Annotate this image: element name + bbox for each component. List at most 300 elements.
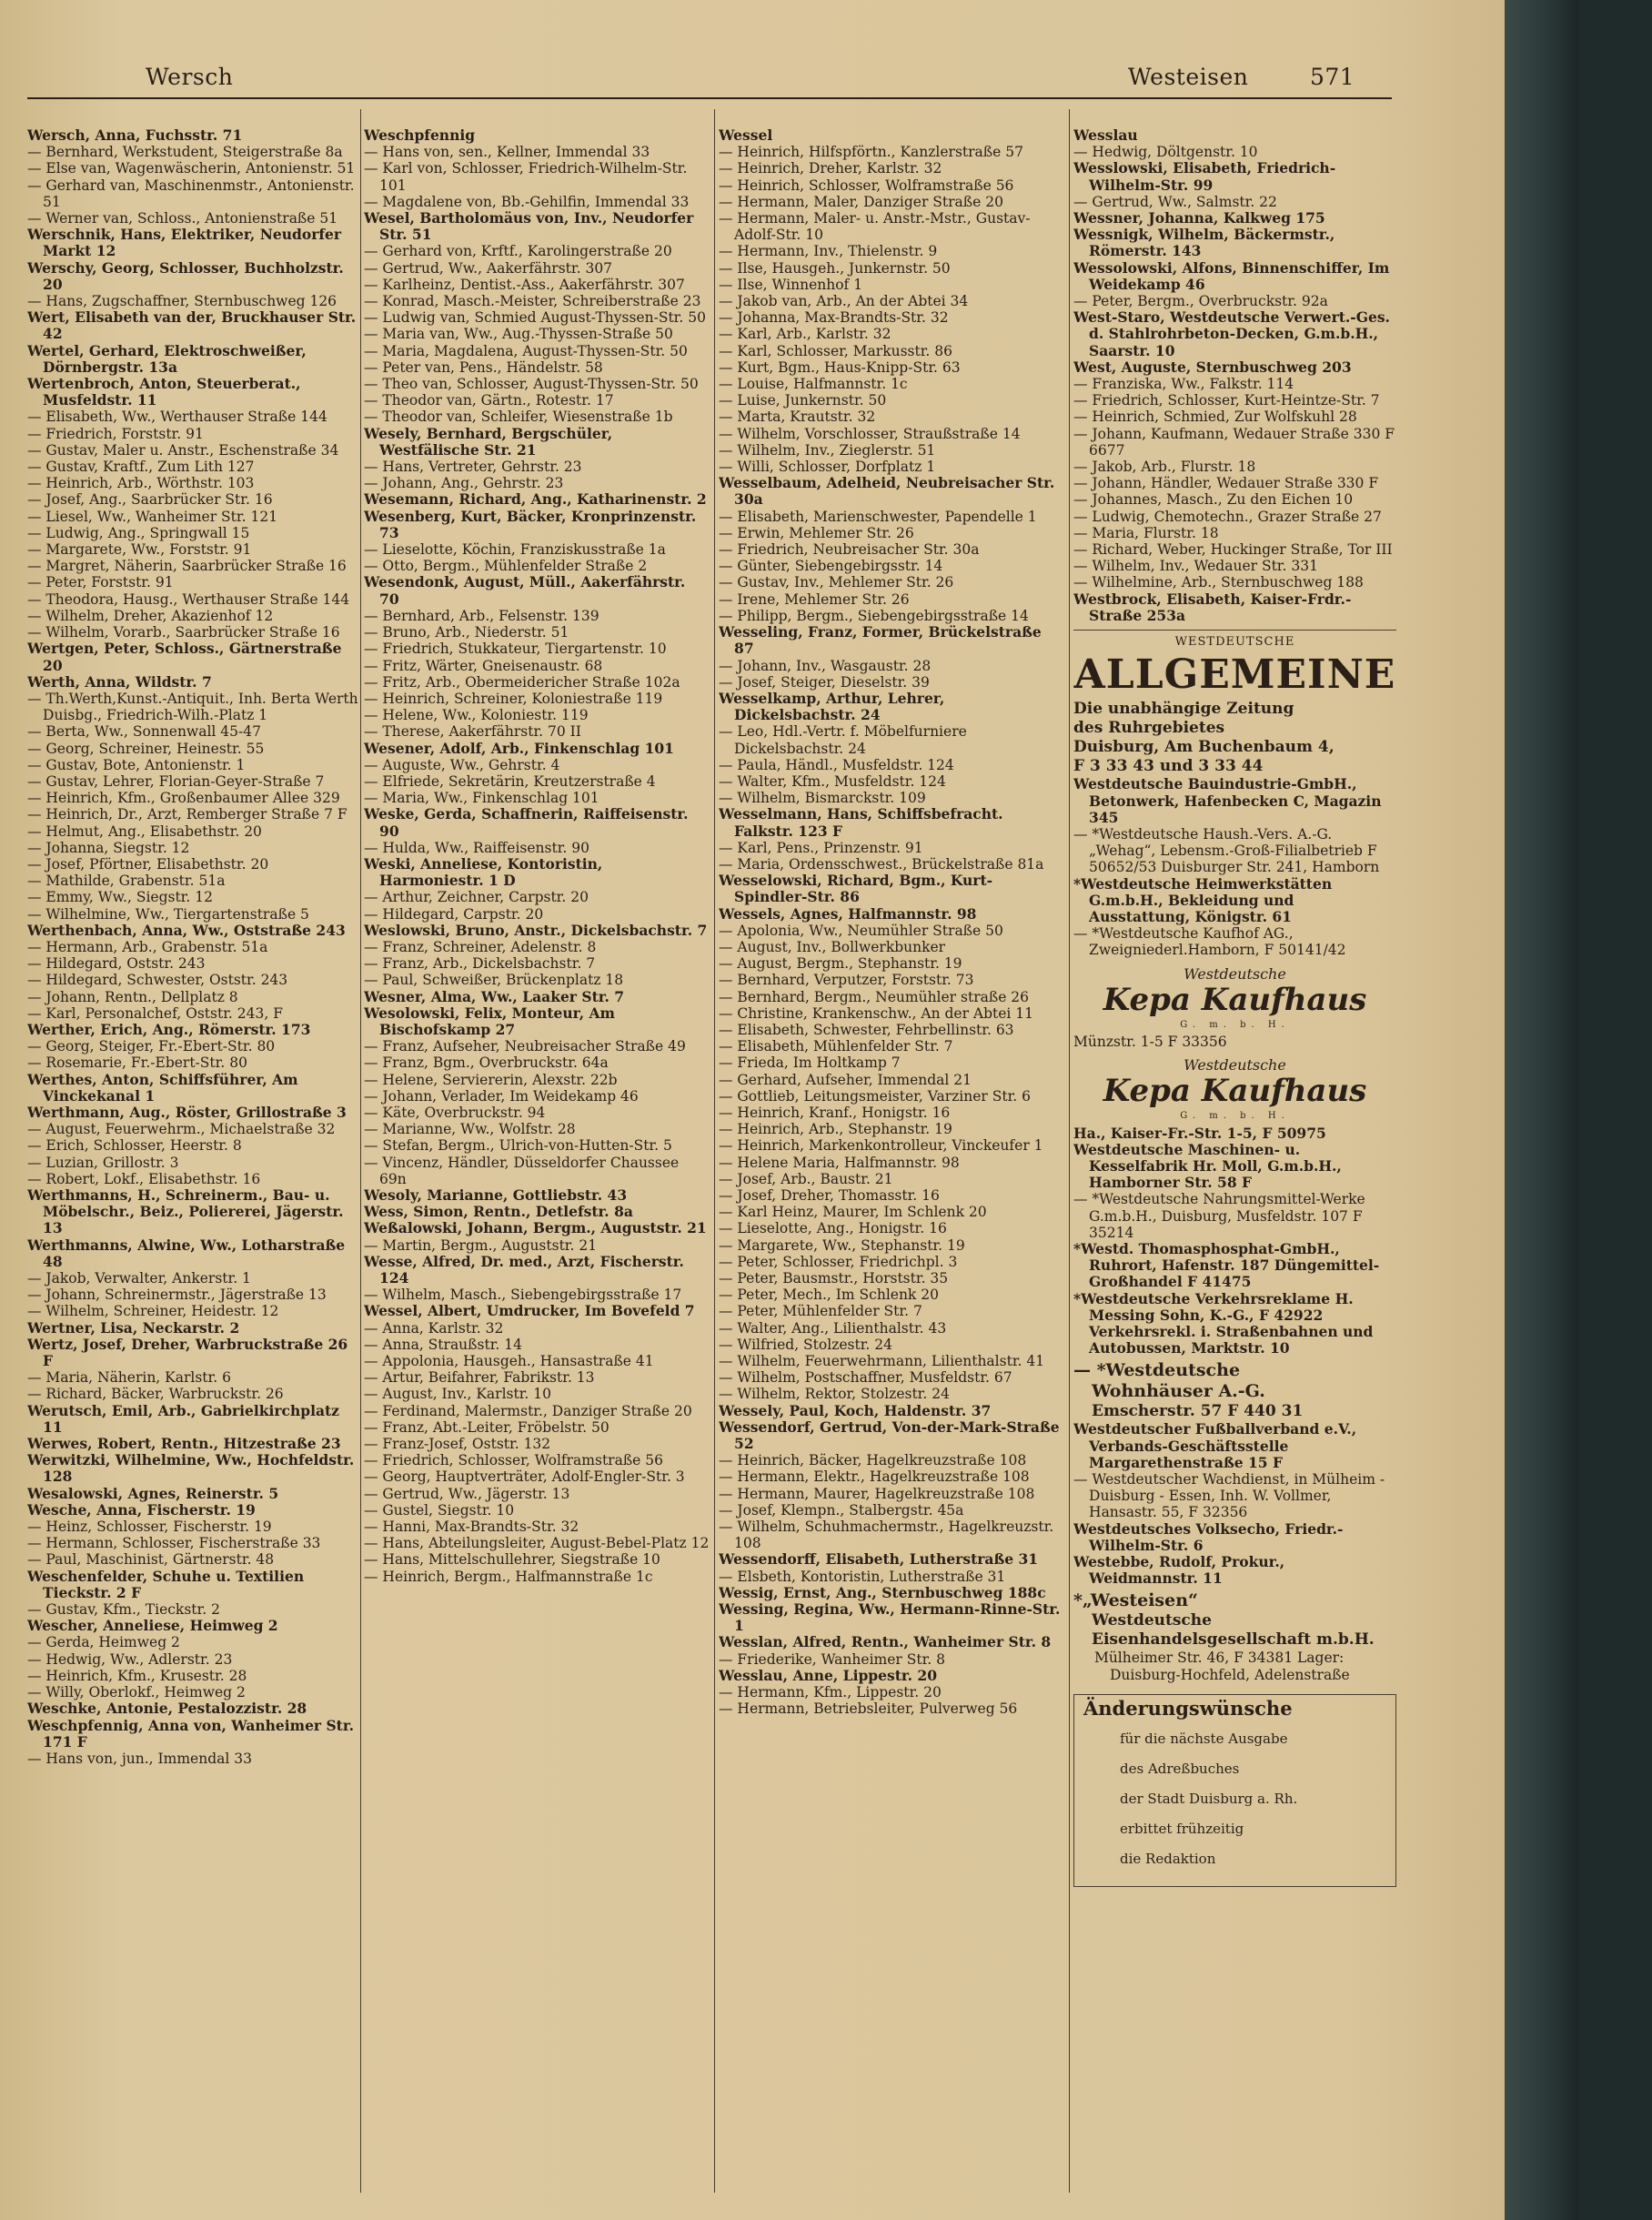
directory-entry: — Karl, Schlosser, Markusstr. 86 (719, 342, 952, 359)
directory-entry: — Gertrud, Ww., Jägerstr. 13 (364, 1485, 570, 1502)
directory-entry: — Heinrich, Schreiner, Koloniestraße 119 (364, 690, 663, 707)
directory-entry: — Ludwig, Ang., Springwall 15 (27, 524, 250, 541)
directory-entry: Werth, Anna, Wildstr. 7 (27, 672, 212, 691)
directory-entry: — Josef, Dreher, Thomasstr. 16 (719, 1187, 940, 1204)
directory-entry: — Helene, Ww., Koloniestr. 119 (364, 707, 589, 724)
directory-entry: — Christine, Krankenschw., An der Abtei 11 (719, 1004, 1034, 1022)
directory-entry: — Friedrich, Schlosser, Kurt-Heintze-Str. 7 (1073, 392, 1380, 409)
directory-entry: Ha., Kaiser-Fr.-Str. 1-5, F 50975 (1073, 1124, 1326, 1142)
directory-entry: — Wilhelm, Inv., Zieglerstr. 51 (719, 441, 936, 459)
directory-entry: — Walter, Ang., Lilienthalstr. 43 (719, 1319, 947, 1337)
directory-entry: — Theodor van, Gärtn., Rotestr. 17 (364, 392, 614, 409)
directory-entry: Wesely, Bernhard, Bergschüler, Westfälische Str. 21 (364, 424, 613, 459)
directory-entry: Werwes, Robert, Rentn., Hitzestraße 23 (27, 1435, 341, 1453)
directory-entry: — Konrad, Masch.-Meister, Schreiberstraße 23 (364, 293, 701, 310)
directory-entry: — Peter, Bausmstr., Horststr. 35 (719, 1270, 949, 1287)
ad-allgemeine-line: des Ruhrgebietes (1073, 719, 1225, 738)
directory-entry: — Peter, Bergm., Overbruckstr. 92a (1073, 293, 1328, 310)
directory-entry: — Josef, Klempn., Stalbergstr. 45a (719, 1501, 964, 1519)
directory-entry: — Maria, Ordensschwest., Brückelstraße 81a (719, 855, 1044, 873)
ad-kepa-1 (1073, 966, 1396, 1051)
directory-entry: — Josef, Ang., Saarbrücker Str. 16 (27, 491, 273, 509)
directory-entry: — Franz, Schreiner, Adelenstr. 8 (364, 938, 597, 955)
directory-entry: — Louise, Halfmannstr. 1c (719, 376, 908, 393)
directory-entry: — Peter, Mühlenfelder Str. 7 (719, 1303, 922, 1320)
directory-entry: — Leo, Hdl.-Vertr. f. Möbelfurniere Dickelsbachstr. 24 (719, 723, 967, 757)
directory-entry: Westdeutsches Volksecho, Friedr.-Wilhelm-Str. 6 (1073, 1519, 1344, 1554)
directory-entry: — Helene Maria, Halfmannstr. 98 (719, 1154, 960, 1171)
notice-lines (1083, 1731, 1386, 1867)
directory-entry: — Jakob, Verwalter, Ankerstr. 1 (27, 1270, 251, 1287)
directory-entry: — Wilhelm, Dreher, Akazienhof 12 (27, 607, 274, 624)
directory-entry: — Hedwig, Ww., Adlerstr. 23 (27, 1650, 233, 1668)
directory-entry: — Hermann, Elektr., Hagelkreuzstraße 108 (719, 1468, 1030, 1486)
directory-entry: — Wilhelm, Postschaffner, Musfeldstr. 67 (719, 1369, 1012, 1387)
column-3 (719, 127, 1064, 2197)
directory-entry: — Georg, Steiger, Fr.-Ebert-Str. 80 (27, 1038, 276, 1055)
directory-entry: — Ludwig van, Schmied August-Thyssen-Str. 50 (364, 309, 706, 327)
column-divider (714, 109, 715, 2193)
directory-entry: — Friedrich, Stukkateur, Tiergartenstr. 10 (364, 641, 667, 658)
directory-entry: — Hans, Mittelschullehrer, Siegstraße 10 (364, 1551, 660, 1569)
directory-entry: — Th.Werth,Kunst.-Antiquit., Inh. Berta Werth Duisbg., Friedrich-Wilh.-Platz 1 (27, 690, 358, 724)
directory-entry: — Margret, Näherin, Saarbrücker Straße 16 (27, 558, 347, 575)
directory-entry: — Berta, Ww., Sonnenwall 45-47 (27, 723, 261, 741)
directory-entry: — Theo van, Schlosser, August-Thyssen-Str. 50 (364, 376, 699, 393)
directory-entry: — Artur, Beifahrer, Fabrikstr. 13 (364, 1369, 595, 1387)
directory-entry: Weschenfelder, Schuhe u. Textilien Tieckstr. 2 F (27, 1567, 305, 1601)
directory-entry: — Maria, Flurstr. 18 (1073, 524, 1219, 541)
directory-entry: — Karl, Personalchef, Oststr. 243, F (27, 1004, 283, 1022)
directory-entry: — Karl von, Schlosser, Friedrich-Wilhelm-Str. 101 (364, 160, 688, 194)
directory-entry: Werthmann, Aug., Röster, Grillostraße 3 (27, 1103, 347, 1121)
wohn-line: — *Westdeutsche (1073, 1360, 1241, 1381)
directory-entry: Wert, Elisabeth van der, Bruckhauser Str. 42 (27, 308, 357, 343)
directory-entry: — Wilhelm, Inv., Wedauer Str. 331 (1073, 558, 1318, 575)
directory-entry: — Käte, Overbruckstr. 94 (364, 1104, 546, 1121)
directory-entry: — Erwin, Mehlemer Str. 26 (719, 524, 914, 541)
directory-entry: — August, Bergm., Stephanstr. 19 (719, 955, 962, 973)
directory-entry: Wessels, Agnes, Halfmannstr. 98 (719, 904, 977, 923)
directory-entry: — Gerhard, Aufseher, Immendal 21 (719, 1071, 972, 1088)
directory-entry: — Josef, Steiger, Dieselstr. 39 (719, 673, 930, 691)
directory-entry: — Wilhelm, Schuhmachermstr., Hagelkreuzstr. 108 (719, 1519, 1054, 1552)
directory-entry: — Frieda, Im Holtkamp 7 (719, 1054, 901, 1072)
directory-entry: — Otto, Bergm., Mühlenfelder Straße 2 (364, 558, 648, 575)
directory-entry: — Hermann, Arb., Grabenstr. 51a (27, 938, 268, 955)
directory-entry: — Gerhard van, Maschinenmstr., Antonienstr. 51 (27, 177, 355, 210)
directory-entry: — Johann, Ang., Gehrstr. 23 (364, 475, 564, 492)
directory-entry: — Johann, Kaufmann, Wedauer Straße 330 F 6677 (1073, 425, 1395, 459)
directory-entry: — Lieselotte, Köchin, Franziskusstraße 1a (364, 541, 666, 559)
directory-entry: Wesselkamp, Arthur, Lehrer, Dickelsbachstr. 24 (719, 689, 945, 724)
directory-entry: — Heinrich, Bäcker, Hagelkreuzstraße 108 (719, 1452, 1027, 1469)
directory-entry: — Wilhelmine, Ww., Tiergartenstraße 5 (27, 905, 309, 923)
directory-entry: — Johann, Schreinermstr., Jägerstraße 13 (27, 1287, 327, 1304)
directory-entry: — Elisabeth, Schwester, Fehrbellinstr. 63 (719, 1021, 1014, 1038)
directory-entry: — Hermann, Inv., Thielenstr. 9 (719, 243, 938, 260)
directory-entry: Werwitzki, Wilhelmine, Ww., Hochfeldstr. 128 (27, 1451, 355, 1486)
directory-entry: — Margarete, Ww., Forststr. 91 (27, 541, 252, 559)
directory-entry: Wersch, Anna, Fuchsstr. 71 (27, 127, 243, 144)
directory-entry: — Friedrich, Neubreisacher Str. 30a (719, 541, 980, 559)
directory-entry: — Günter, Siebengebirgsstr. 14 (719, 558, 943, 575)
directory-entry: *Westdeutsche Heimwerkstätten G.m.b.H., Bekleidung und Ausstattung, Königstr. 61 (1073, 874, 1333, 925)
directory-entry: Werutsch, Emil, Arb., Gabrielkirchplatz 11 (27, 1401, 339, 1436)
directory-entry: — Liesel, Ww., Wanheimer Str. 121 (27, 508, 278, 525)
wohn-address: Emscherstr. 57 F 440 31 (1092, 1402, 1304, 1421)
directory-entry: Wesemann, Richard, Ang., Katharinenstr. 2 (364, 490, 707, 509)
directory-entry: Wessely, Paul, Koch, Haldenstr. 37 (719, 1401, 992, 1419)
directory-entry: Wesoly, Marianne, Gottliebstr. 43 (364, 1186, 628, 1204)
directory-entry: — August, Inv., Bollwerkbunker (719, 938, 946, 955)
directory-entry: — Paul, Maschinist, Gärtnerstr. 48 (27, 1551, 275, 1569)
directory-entry: — Elfriede, Sekretärin, Kreutzerstraße 4 (364, 772, 656, 790)
directory-entry: — Gustav, Maler u. Anstr., Eschenstraße 34 (27, 441, 339, 459)
column-2 (364, 127, 710, 2197)
directory-entry: — Ilse, Hausgeh., Junkernstr. 50 (719, 259, 951, 277)
directory-entry: — Heinrich, Bergm., Halfmannstraße 1c (364, 1568, 653, 1585)
ad-westeisen (1073, 1590, 1396, 1682)
directory-entry: Wessnigk, Wilhelm, Bäckermstr., Römerstr. 143 (1073, 226, 1335, 260)
directory-entry: Werther, Erich, Ang., Römerstr. 173 (27, 1020, 311, 1038)
directory-entry: — Heinrich, Arb., Stephanstr. 19 (719, 1121, 952, 1138)
directory-entry: — Fritz, Wärter, Gneisenaustr. 68 (364, 657, 603, 674)
directory-entry: — Hildegard, Schwester, Oststr. 243 (27, 972, 288, 989)
directory-entry: — Richard, Bäcker, Warbruckstr. 26 (27, 1386, 284, 1403)
directory-entry: — Heinrich, Kfm., Krusestr. 28 (27, 1667, 247, 1684)
directory-entry: — *Westdeutsche Nahrungsmittel-Werke G.m.b.H., Duisburg, Musfeldstr. 107 F 35214 (1073, 1191, 1365, 1241)
directory-entry: — Else van, Wagenwäscherin, Antonienstr. 51 (27, 160, 356, 177)
directory-entry: Wesselbaum, Adelheid, Neubreisacher Str. 30a (719, 474, 1055, 509)
directory-entry: — Werner van, Schloss., Antonienstraße 51 (27, 210, 338, 227)
directory-entry: — Elsbeth, Kontoristin, Lutherstraße 31 (719, 1568, 1006, 1585)
directory-entry: — August, Feuerwehrm., Michaelstraße 32 (27, 1121, 336, 1138)
directory-entry: — Helene, Serviererin, Alexstr. 22b (364, 1071, 618, 1088)
directory-entry: — Heinrich, Schlosser, Wolframstraße 56 (719, 177, 1014, 194)
directory-entry: die Redaktion (1120, 1851, 1216, 1868)
directory-entry: — Wilhelm, Masch., Siebengebirgsstraße 17 (364, 1287, 682, 1304)
directory-entry: — Hermann, Maler, Danziger Straße 20 (719, 193, 1003, 210)
ad-allgemeine-line: Duisburg, Am Buchenbaum 4, (1073, 738, 1335, 757)
directory-entry: Wesalowski, Agnes, Reinerstr. 5 (27, 1484, 279, 1502)
directory-entry: — Willy, Oberlokf., Heimweg 2 (27, 1684, 246, 1701)
directory-entry: West-Staro, Westdeutsche Verwert.-Ges. d. Stahlrohrbeton-Decken, G.m.b.H., Saarstr. 10 (1073, 308, 1390, 359)
directory-entry: Werschy, Georg, Schlosser, Buchholzstr. 20 (27, 258, 344, 293)
directory-entry: — Maria van, Ww., Aug.-Thyssen-Straße 50 (364, 326, 673, 343)
directory-entry: Weßalowski, Johann, Bergm., Auguststr. 21 (364, 1219, 707, 1237)
directory-entry: Wesseling, Franz, Former, Brückelstraße 87 (719, 623, 1042, 658)
directory-entry: — Philipp, Bergm., Siebengebirgsstraße 14 (719, 607, 1029, 624)
directory-entry: Westdeutscher Fußballverband e.V., Verbands-Geschäftsstelle Margarethenstraße 15 F (1073, 1420, 1357, 1471)
directory-entry: — Bernhard, Bergm., Neumühler straße 26 (719, 988, 1030, 1005)
directory-entry: — Emmy, Ww., Siegstr. 12 (27, 889, 213, 906)
kepa-logo: Kepa Kaufhaus (1103, 1073, 1367, 1110)
directory-entry: — Hulda, Ww., Raiffeisenstr. 90 (364, 839, 589, 856)
directory-entry: Werthenbach, Anna, Ww., Oststraße 243 (27, 921, 346, 939)
directory-entry: — Margarete, Ww., Stephanstr. 19 (719, 1236, 965, 1254)
directory-entry: — Heinrich, Arb., Wörthstr. 103 (27, 475, 255, 492)
directory-entry: Wessendorf, Gertrud, Von-der-Mark-Straße 52 (719, 1418, 1060, 1453)
header-right-keyword: Westeisen (1128, 64, 1249, 90)
directory-entry: Werthmanns, Alwine, Ww., Lotharstraße 48 (27, 1236, 346, 1270)
directory-entry: Wertenbroch, Anton, Steuerberat., Musfeldstr. 11 (27, 375, 301, 409)
directory-entry: Wessner, Johanna, Kalkweg 175 (1073, 209, 1325, 227)
directory-entry: — Hildegard, Carpstr. 20 (364, 905, 544, 923)
directory-entry: Westdeutsche Bauindustrie-GmbH., Betonwerk, Hafenbecken C, Magazin 345 (1073, 775, 1382, 826)
directory-entry: — Johann, Händler, Wedauer Straße 330 F (1073, 475, 1379, 492)
directory-entry: — Franziska, Ww., Falkstr. 114 (1073, 376, 1294, 393)
directory-entry: — Auguste, Ww., Gehrstr. 4 (364, 756, 560, 773)
directory-entry: — Anna, Karlstr. 32 (364, 1319, 504, 1337)
directory-entry: — Hans, Zugschaffner, Sternbuschweg 126 (27, 293, 337, 310)
directory-entry: Wesendonk, August, Müll., Aakerfährstr. 70 (364, 573, 686, 608)
directory-entry: — Johanna, Max-Brandts-Str. 32 (719, 309, 949, 327)
directory-entry: Wesse, Alfred, Dr. med., Arzt, Fischerstr. 124 (364, 1252, 684, 1287)
notice-box (1073, 1694, 1396, 1887)
directory-entry: — Franz, Abt.-Leiter, Fröbelstr. 50 (364, 1418, 609, 1436)
directory-entry: — Heinrich, Schmied, Zur Wolfskuhl 28 (1073, 409, 1357, 426)
directory-entry: für die nächste Ausgabe (1120, 1731, 1288, 1748)
directory-entry: — Appolonia, Hausgeh., Hansastraße 41 (364, 1353, 654, 1370)
directory-entry: — Heinrich, Hilfspförtn., Kanzlerstraße 57 (719, 144, 1023, 161)
directory-entry: — Hermann, Betriebsleiter, Pulverweg 56 (719, 1700, 1018, 1718)
directory-entry: — Hans, Abteilungsleiter, August-Bebel-Platz 12 (364, 1535, 710, 1552)
directory-entry: — Heinrich, Markenkontrolleur, Vinckeufer 1 (719, 1137, 1043, 1155)
directory-entry: — Maria, Magdalena, August-Thyssen-Str. 50 (364, 342, 688, 359)
kepa-suffix: G. m. b. H. (1180, 1019, 1290, 1030)
directory-entry: — Stefan, Bergm., Ulrich-von-Hutten-Str. 5 (364, 1137, 672, 1155)
directory-entry: Wesslau (1073, 127, 1138, 144)
header-left-keyword: Wersch (146, 64, 234, 90)
directory-entry: — Wilhelm, Bismarckstr. 109 (719, 790, 926, 807)
directory-entry: Wessolowski, Alfons, Binnenschiffer, Im Weidekamp 46 (1073, 258, 1390, 293)
directory-entry: — Maria, Näherin, Karlstr. 6 (27, 1369, 231, 1387)
directory-entry: — Ludwig, Chemotechn., Grazer Straße 27 (1073, 508, 1382, 525)
directory-entry: — Josef, Pförtner, Elisabethstr. 20 (27, 855, 269, 873)
directory-entry: — Wilfried, Stolzestr. 24 (719, 1336, 892, 1353)
directory-entry: Wessig, Ernst, Ang., Sternbuschweg 188c (719, 1583, 1046, 1601)
directory-entry: — Theodora, Hausg., Werthauser Straße 144 (27, 590, 350, 608)
directory-entry: erbittet frühzeitig (1120, 1821, 1244, 1838)
directory-entry: — Johann, Verlader, Im Weidekamp 46 (364, 1087, 639, 1105)
directory-entry: — Ferdinand, Malermstr., Danziger Straße 20 (364, 1402, 692, 1419)
directory-entry: der Stadt Duisburg a. Rh. (1120, 1791, 1298, 1808)
directory-entry: — August, Inv., Karlstr. 10 (364, 1386, 552, 1403)
directory-entry: — Hedwig, Döltgenstr. 10 (1073, 144, 1258, 161)
directory-entry: — Gustel, Siegstr. 10 (364, 1501, 515, 1519)
ad-allgemeine (1073, 630, 1396, 776)
directory-entry: — Gertrud, Ww., Salmstr. 22 (1073, 193, 1277, 210)
directory-entry: Wesselmann, Hans, Schiffsbefracht. Falkstr. 123 F (719, 805, 1003, 840)
directory-entry: — Marianne, Ww., Wolfstr. 28 (364, 1121, 576, 1138)
directory-entry: Weske, Gerda, Schaffnerin, Raiffeisenstr. 90 (364, 805, 689, 840)
directory-entry: — Hans von, jun., Immendal 33 (27, 1750, 252, 1767)
directory-entry: — Theodor van, Schleifer, Wiesenstraße 1b (364, 409, 673, 426)
directory-entry: — Paula, Händl., Musfeldstr. 124 (719, 756, 954, 773)
book-edge (1505, 0, 1578, 2220)
directory-entry: — Erich, Schlosser, Heerstr. 8 (27, 1137, 242, 1155)
directory-entry: — Vincenz, Händler, Düsseldorfer Chaussee 69n (364, 1154, 680, 1187)
directory-entry: — Karl, Arb., Karlstr. 32 (719, 326, 891, 343)
directory-entry: Wesslau, Anne, Lippestr. 20 (719, 1666, 937, 1684)
directory-entry: — Heinrich, Dreher, Karlstr. 32 (719, 160, 942, 177)
wohn-line: Wohnhäuser A.-G. (1092, 1381, 1265, 1402)
directory-entry: — Gerhard von, Krftf., Karolingerstraße 20 (364, 243, 672, 260)
directory-entry: — Karl, Pens., Prinzenstr. 91 (719, 839, 923, 856)
directory-entry: *Westd. Thomasphosphat-GmbH., Ruhrort, Hafenstr. 187 Düngemittel-Großhandel F 41475 (1073, 1239, 1380, 1291)
directory-entry: — *Westdeutsche Haush.-Vers. A.-G. „Wehag“, Lebensm.-Groß-Filialbetrieb F 50652/53 Duisburger Str. 241, Hamborn (1073, 825, 1380, 876)
directory-entry: — Wilhelm, Feuerwehrmann, Lilienthalstr. 41 (719, 1353, 1045, 1370)
directory-entry: Westdeutsche Maschinen- u. Kesselfabrik Hr. Moll, G.m.b.H., Hamborner Str. 58 F (1073, 1140, 1342, 1192)
column-divider (360, 109, 361, 2193)
directory-entry: — Ilse, Winnenhof 1 (719, 276, 863, 293)
directory-entry: — Paul, Schweißer, Brückenplatz 18 (364, 972, 624, 989)
directory-entry: — Gustav, Kfm., Tieckstr. 2 (27, 1601, 220, 1619)
ad-entries-c (1073, 1421, 1396, 1587)
directory-entry: Weschke, Antonie, Pestalozzistr. 28 (27, 1700, 307, 1718)
directory-entry: — Wilhelm, Vorarb., Saarbrücker Straße 16 (27, 624, 340, 641)
directory-entry: — Friedrich, Forststr. 91 (27, 425, 204, 442)
directory-entry: — Jakob, Arb., Flurstr. 18 (1073, 459, 1256, 476)
directory-entry: Weschpfennig (364, 127, 476, 144)
directory-entry: — Willi, Schlosser, Dorfplatz 1 (719, 459, 936, 476)
directory-entry: — Franz, Bgm., Overbruckstr. 64a (364, 1054, 609, 1072)
directory-entry: Wess, Simon, Rentn., Detlefstr. 8a (364, 1203, 633, 1221)
directory-entry: — Anna, Straußstr. 14 (364, 1336, 522, 1353)
directory-entry: *Westdeutsche Verkehrsreklame H. Messing Sohn, K.-G., F 42922 Verkehrsrekl. i. Straßenbahnen und Autobussen, Marktstr. 10 (1073, 1289, 1374, 1357)
directory-entry: — Gertrud, Ww., Aakerfährstr. 307 (364, 259, 613, 277)
directory-entry: — Josef, Arb., Baustr. 21 (719, 1170, 893, 1187)
directory-entry: Wertel, Gerhard, Elektroschweißer, Dörnbergstr. 13a (27, 341, 307, 376)
directory-entry: — Lieselotte, Ang., Honigstr. 16 (719, 1220, 947, 1237)
directory-entry: Werthes, Anton, Schiffsführer, Am Vinckekanal 1 (27, 1070, 298, 1105)
page-number: 571 (1310, 64, 1355, 90)
directory-entry: — Gustav, Lehrer, Florian-Geyer-Straße 7 (27, 772, 325, 790)
directory-entry: Wesenberg, Kurt, Bäcker, Kronprinzenstr. 73 (364, 507, 697, 541)
directory-entry: — Magdalene von, Bb.-Gehilfin, Immendal 33 (364, 193, 690, 210)
directory-entry: — Franz-Josef, Oststr. 132 (364, 1436, 551, 1453)
directory-entry: Wesolowski, Felix, Monteur, Am Bischofskamp 27 (364, 1004, 615, 1038)
ad-entries-b (1073, 1125, 1396, 1357)
column-divider (1069, 109, 1070, 2193)
directory-entry: — Franz, Arb., Dickelsbachstr. 7 (364, 955, 596, 973)
directory-entry: — Kurt, Bgm., Haus-Knipp-Str. 63 (719, 358, 961, 376)
header-rule (27, 97, 1392, 99)
directory-entry: Weslowski, Bruno, Anstr., Dickelsbachstr. 7 (364, 921, 708, 939)
directory-entry: — Friederike, Wanheimer Str. 8 (719, 1650, 945, 1668)
directory-entry: — Peter, Mech., Im Schlenk 20 (719, 1287, 939, 1304)
directory-entry: Wesche, Anna, Fischerstr. 19 (27, 1500, 256, 1519)
directory-entry: — Martin, Bergm., Auguststr. 21 (364, 1236, 598, 1254)
directory-entry: — Wilhelm, Schreiner, Heidestr. 12 (27, 1303, 279, 1320)
directory-entry: — Luzian, Grillostr. 3 (27, 1154, 179, 1171)
directory-entry: — Georg, Schreiner, Heinestr. 55 (27, 740, 265, 757)
directory-entry: — Heinrich, Kranf., Honigstr. 16 (719, 1104, 951, 1121)
directory-entry: Wescher, Anneliese, Heimweg 2 (27, 1617, 278, 1635)
directory-entry: — Friedrich, Schlosser, Wolframstraße 56 (364, 1452, 664, 1469)
directory-entry: — Heinz, Schlosser, Fischerstr. 19 (27, 1519, 272, 1536)
directory-entry: — Karlheinz, Dentist.-Ass., Aakerfährstr. 307 (364, 276, 685, 293)
directory-entry: — Peter, Forststr. 91 (27, 574, 174, 591)
directory-entry: — Irene, Mehlemer Str. 26 (719, 590, 910, 608)
directory-entry: — Georg, Hauptverträter, Adolf-Engler-Str. 3 (364, 1468, 685, 1486)
directory-entry: — Wilhelm, Vorschlosser, Straußstraße 14 (719, 425, 1021, 442)
directory-entry: — Fritz, Arb., Obermeidericher Straße 102a (364, 673, 680, 691)
directory-entry: — Gustav, Bote, Antonienstr. 1 (27, 756, 246, 773)
directory-entry: — Apolonia, Ww., Neumühler Straße 50 (719, 922, 1003, 939)
directory-entry: — Richard, Weber, Huckinger Straße, Tor III (1073, 541, 1393, 559)
directory-entry: — Rosemarie, Fr.-Ebert-Str. 80 (27, 1054, 247, 1072)
directory-entry: Wertgen, Peter, Schloss., Gärtnerstraße 20 (27, 640, 342, 674)
directory-entry: — Peter van, Pens., Händelstr. 58 (364, 358, 603, 376)
column-4 (1073, 127, 1396, 2197)
directory-entry: — Elisabeth, Mühlenfelder Str. 7 (719, 1038, 953, 1055)
directory-entry: — Therese, Aakerfährstr. 70 II (364, 723, 581, 741)
directory-entry: — Bernhard, Arb., Felsenstr. 139 (364, 607, 599, 624)
notice-title: Änderungswünsche (1083, 1696, 1293, 1720)
directory-entry: — Robert, Lokf., Elisabethstr. 16 (27, 1170, 261, 1187)
directory-entry: — Wilhelm, Rektor, Stolzestr. 24 (719, 1386, 950, 1403)
directory-entry: Wesslowski, Elisabeth, Friedrich-Wilhelm-Str. 99 (1073, 159, 1336, 194)
column-1 (27, 127, 359, 2197)
directory-entry: — Bernhard, Werkstudent, Steigerstraße 8a (27, 144, 343, 161)
westeisen-address: Mülheimer Str. 46, F 34381 Lager: Duisburg-Hochfeld, Adelenstraße (1093, 1650, 1350, 1683)
directory-entry: Wertz, Josef, Dreher, Warbruckstraße 26 F (27, 1335, 348, 1370)
westeisen-title: *„Westeisen“ (1073, 1590, 1198, 1611)
directory-entry: — Elisabeth, Ww., Werthauser Straße 144 (27, 409, 327, 426)
column-4-entries (1073, 127, 1396, 624)
directory-entry: — Gustav, Kraftf., Zum Lith 127 (27, 459, 255, 476)
kepa-suffix: G. m. b. H. (1180, 1111, 1290, 1122)
directory-entry: Wessing, Regina, Ww., Hermann-Rinne-Str. 1 (719, 1600, 1061, 1635)
directory-entry: Werthmanns, H., Schreinerm., Bau- u. Möbelschr., Beiz., Poliererei, Jägerstr. 13 (27, 1186, 344, 1237)
ad-allgemeine-title: ALLGEMEINE (1073, 651, 1396, 699)
kepa-address: Münzstr. 1-5 F 33356 (1073, 1033, 1227, 1050)
directory-entry: — Bruno, Arb., Niederstr. 51 (364, 624, 569, 641)
directory-entry: Wessendorff, Elisabeth, Lutherstraße 31 (719, 1550, 1039, 1569)
ad-allgemeine-line: Die unabhängige Zeitung (1073, 700, 1294, 719)
directory-entry: Wesner, Alma, Ww., Laaker Str. 7 (364, 987, 625, 1005)
directory-entry: — Hermann, Maler- u. Anstr.-Mstr., Gustav-Adolf-Str. 10 (719, 210, 1031, 244)
directory-entry: Wesener, Adolf, Arb., Finkenschlag 101 (364, 739, 674, 757)
directory-entry: West, Auguste, Sternbuschweg 203 (1073, 358, 1352, 376)
directory-entry: Wessel, Albert, Umdrucker, Im Bovefeld 7 (364, 1302, 695, 1320)
directory-entry: — Heinrich, Kfm., Großenbaumer Allee 329 (27, 790, 340, 807)
ad-allgemeine-kicker: WESTDEUTSCHE (1174, 635, 1295, 650)
directory-entry: — Arthur, Zeichner, Carpstr. 20 (364, 889, 589, 906)
kepa-kicker: Westdeutsche (1184, 1056, 1286, 1075)
directory-entry: — Luise, Junkernstr. 50 (719, 392, 887, 409)
directory-entry: — Wilhelmine, Arb., Sternbuschweg 188 (1073, 574, 1364, 591)
directory-entry: — Heinrich, Dr., Arzt, Remberger Straße 7 F (27, 806, 348, 823)
directory-entry: — Walter, Kfm., Musfeldstr. 124 (719, 772, 946, 790)
directory-entry: Wertner, Lisa, Neckarstr. 2 (27, 1318, 240, 1337)
directory-entry: — Gustav, Inv., Mehlemer Str. 26 (719, 574, 954, 591)
directory-entry: Weschpfennig, Anna von, Wanheimer Str. 171 F (27, 1716, 354, 1751)
directory-entry: — Peter, Schlosser, Friedrichpl. 3 (719, 1253, 958, 1270)
directory-entry: Westbrock, Elisabeth, Kaiser-Frdr.-Straße 253a (1073, 590, 1352, 624)
directory-entry: — Hans, Vertreter, Gehrstr. 23 (364, 459, 582, 476)
directory-entry: Wesel, Bartholomäus von, Inv., Neudorfer Str. 51 (364, 209, 694, 244)
ad-wohnhaeuser (1073, 1360, 1396, 1421)
directory-entry: — Hermann, Maurer, Hagelkreuzstraße 108 (719, 1485, 1035, 1502)
directory-entry: — Hans von, sen., Kellner, Immendal 33 (364, 144, 650, 161)
directory-entry: des Adreßbuches (1120, 1761, 1240, 1778)
ad-kepa-2 (1073, 1057, 1396, 1125)
directory-entry: — Marta, Krautstr. 32 (719, 409, 876, 426)
directory-entry: — Elisabeth, Marienschwester, Papendelle 1 (719, 508, 1037, 525)
